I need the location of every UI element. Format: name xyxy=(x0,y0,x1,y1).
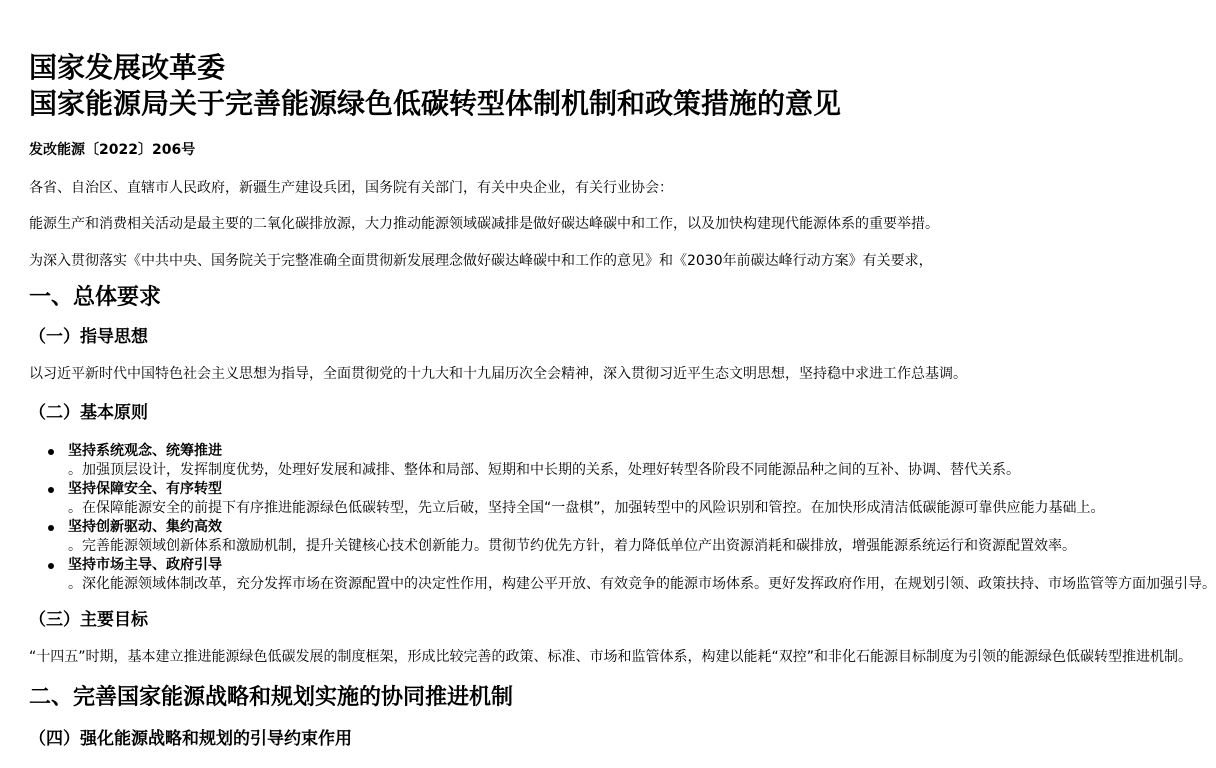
subsection-heading-guiding-ideology: （一）指导思想 xyxy=(29,327,148,347)
bullet-icon xyxy=(48,525,54,531)
principle-title: 坚持系统观念、统筹推进 xyxy=(68,443,222,459)
intro-paragraph-2: 为深入贯彻落实《中共中央、国务院关于完整准确全面贯彻新发展理念做好碳达峰碳中和工作的意见》和《2030年前碳达峰行动方案》有关要求， xyxy=(29,253,933,269)
document-title-line1: 国家发展改革委 xyxy=(29,51,226,84)
document-number: 发改能源〔2022〕206号 xyxy=(29,142,196,158)
intro-paragraph-1: 能源生产和消费相关活动是最主要的二氧化碳排放源，大力推动能源领域碳减排是做好碳达峰碳中和工作，以及加快构建现代能源体系的重要举措。 xyxy=(29,216,939,232)
bullet-icon xyxy=(48,449,54,455)
principles-list xyxy=(29,442,1216,594)
principle-title: 坚持市场主导、政府引导 xyxy=(68,557,222,573)
principle-title: 坚持创新驱动、集约高效 xyxy=(68,519,222,535)
main-targets-text: “十四五”时期，基本建立推进能源绿色低碳发展的制度框架，形成比较完善的政策、标准、市场和监管体系，构建以能耗“双控”和非化石能源目标制度为引领的能源绿色低碳转型推进机制。 xyxy=(29,649,1193,665)
subsection-heading-basic-principles: （二）基本原则 xyxy=(29,403,148,423)
bullet-icon xyxy=(48,563,54,569)
list-item xyxy=(48,480,1105,518)
principle-description: 。完善能源领域创新体系和激励机制，提升关键核心技术创新能力。贯彻节约优先方针，着力降低单位产出资源消耗和碳排放，增强能源系统运行和资源配置效率。 xyxy=(68,538,1076,554)
subsection-heading-strategy-guidance: （四）强化能源战略和规划的引导约束作用 xyxy=(29,729,352,749)
principle-description: 。加强顶层设计，发挥制度优势，处理好发展和减排、整体和局部、短期和中长期的关系，处理好转型各阶段不同能源品种之间的互补、协调、替代关系。 xyxy=(68,462,1020,478)
subsection-heading-main-targets: （三）主要目标 xyxy=(29,610,148,630)
principle-description: 。在保障能源安全的前提下有序推进能源绿色低碳转型，先立后破，坚持全国“一盘棋”，加强转型中的风险识别和管控。在加快形成清洁低碳能源可靠供应能力基础上。 xyxy=(68,500,1105,516)
guiding-ideology-text: 以习近平新时代中国特色社会主义思想为指导，全面贯彻党的十九大和十九届历次全会精神，深入贯彻习近平生态文明思想，坚持稳中求进工作总基调。 xyxy=(29,366,967,382)
section-heading-strategy-planning: 二、完善国家能源战略和规划实施的协同推进机制 xyxy=(29,685,514,710)
document-title-line2: 国家能源局关于完善能源绿色低碳转型体制机制和政策措施的意见 xyxy=(29,87,842,120)
principle-title: 坚持保障安全、有序转型 xyxy=(68,481,222,497)
list-item xyxy=(48,518,1076,556)
section-heading-general-requirements: 一、总体要求 xyxy=(29,285,162,310)
addressee: 各省、自治区、直辖市人民政府，新疆生产建设兵团，国务院有关部门，有关中央企业，有关行业协会： xyxy=(29,180,673,196)
bullet-icon xyxy=(48,487,54,493)
principle-description: 。深化能源领域体制改革，充分发挥市场在资源配置中的决定性作用，构建公平开放、有效竞争的能源市场体系。更好发挥政府作用，在规划引领、政策扶持、市场监管等方面加强引导。 xyxy=(68,576,1216,592)
list-item xyxy=(48,556,1216,594)
list-item xyxy=(48,442,1024,480)
